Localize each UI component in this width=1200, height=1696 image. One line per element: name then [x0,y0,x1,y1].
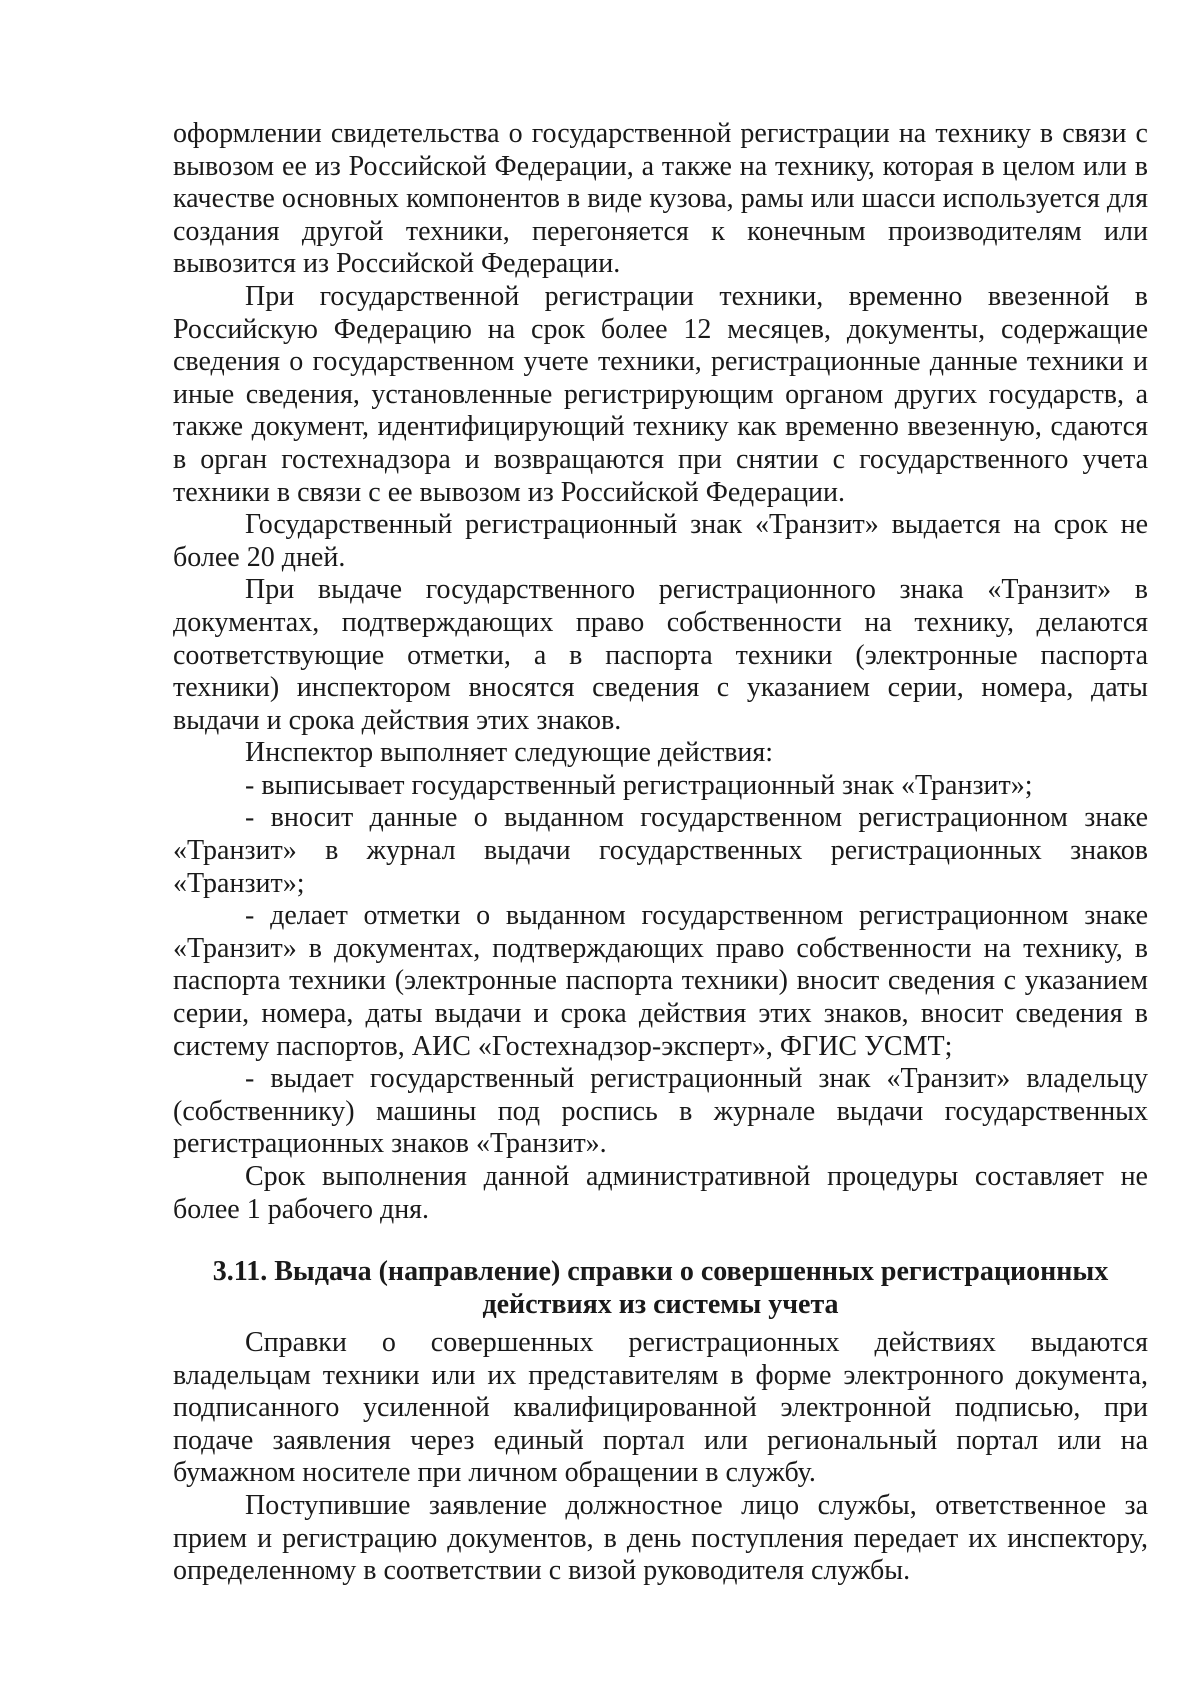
section-heading [173,1256,1148,1321]
list-item-journal-entry: - вносит данные о выданном государственном регистрационном знаке «Транзит» в журнал выдачи государственных регистрационных знаков «Транзит»; [173,802,1148,899]
paragraph-inspector-actions: Инспектор выполняет следующие действия: [245,737,774,769]
paragraph-transit-term: Государственный регистрационный знак «Транзит» выдается на срок не более 20 дней. [173,509,1148,573]
list-item-write-out: - выписывает государственный регистрационный знак «Транзит»; [245,769,1033,801]
section-heading-line-1: 3.11. Выдача (направление) справки о совершенных регистрационных [212,1256,1109,1287]
paragraph-temporary-import: При государственной регистрации техники, временно ввезенной в Российскую Федерацию на срок более 12 месяцев, документы, содержащие сведения о государственном учете техники, регистрационные данные техники и иные сведения, установленные регистрирующим органом других государств, а также документ, идентифицирующий технику как временно ввезенную, сдаются в орган гостехнадзора и возвращаются при снятии с государственного учета техники в связи с ее вывозом из Российской Федерации. [173,280,1148,508]
body-text-section-2 [173,1327,1148,1588]
paragraph-transit-issuance: При выдаче государственного регистрационного знака «Транзит» в документах, подтверждающих право собственности на технику, делаются соответствующие отметки, а в паспорта техники (электронные паспорта техники) инспектором вносятся сведения с указанием серии, номера, даты выдачи и срока действия этих знаков. [173,574,1148,736]
body-text-section-1 [173,118,1148,1226]
paragraph-application-received: Поступившие заявление должностное лицо службы, ответственное за прием и регистрацию документов, в день поступления передает их инспектору, определенному в соответствии с визой руководителя службы. [173,1489,1148,1587]
paragraph-continuation: оформлении свидетельства о государственной регистрации на технику в связи с вывозом ее из Российской Федерации, а также на технику, которая в целом или в качестве основных компонентов в виде кузова, рамы или шасси используется для создания другой техники, перегоняется к конечным производителям или вывозится из Российской Федерации. [173,118,1148,280]
list-item-document-marks: - делает отметки о выданном государственном регистрационном знаке «Транзит» в документах, подтверждающих право собственности на технику, в паспорта техники (электронные паспорта техники) вносит сведения с указанием серии, номера, даты выдачи и срока действия этих знаков, вносит сведения в систему паспортов, АИС «Гостехнадзор-эксперт», ФГИС УСМТ; [173,900,1148,1062]
paragraph-procedure-term: Срок выполнения данной административной процедуры составляет не более 1 рабочего дня. [173,1161,1148,1225]
section-heading-line-2: действиях из системы учета [482,1288,839,1320]
list-item-hand-over: - выдает государственный регистрационный знак «Транзит» владельцу (собственнику) машины под роспись в журнале выдачи государственных регистрационных знаков «Транзит». [173,1063,1148,1160]
paragraph-certificates: Справки о совершенных регистрационных действиях выдаются владельцам техники или их представителям в форме электронного документа, подписанного усиленной квалифицированной электронной подписью, при подаче заявления через единый портал или региональный портал или на бумажном носителе при личном обращении в службу. [173,1327,1148,1489]
